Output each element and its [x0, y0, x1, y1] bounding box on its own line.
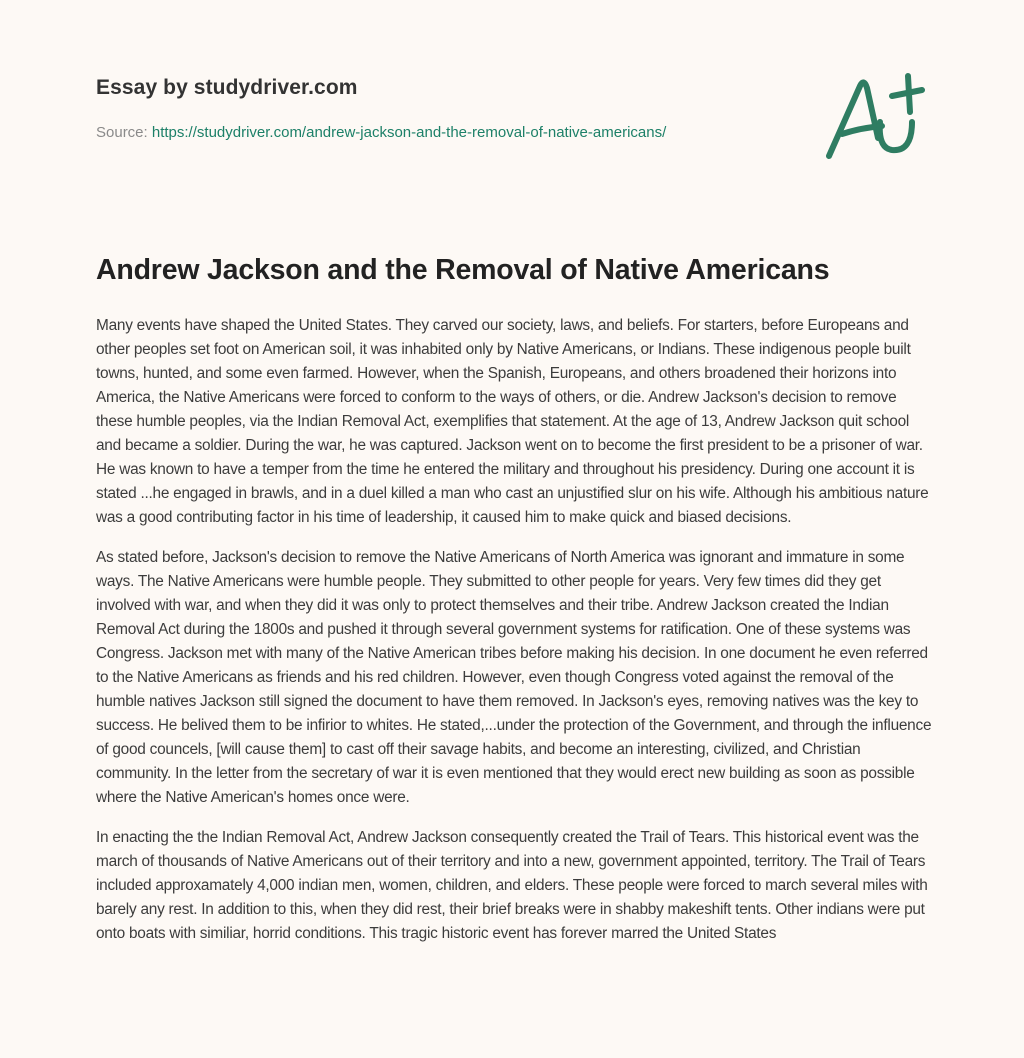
source-link[interactable]: https://studydriver.com/andrew-jackson-and-the-removal-of-native-americans/ [151, 124, 667, 141]
a-plus-grade-icon [820, 66, 930, 166]
essay-body [96, 314, 932, 962]
source-label: Source: [96, 124, 152, 141]
brand-title: Essay by studydriver.com [96, 76, 358, 99]
essay-paragraph: In enacting the the Indian Removal Act, Andrew Jackson consequently created the Trail of Tears. This historical event was the march of thousands of Native Americans out of their territory and into a new, government appointed, territory. The Trail of Tears included approxamately 4,000 indian men, women, children, and elders. These people were forced to march several miles with barely any rest. In addition to this, when they did rest, their brief breaks were in shabby makeshift tents. Other indians were put onto boats with similiar, horrid conditions. This tragic historic event has forever marred the United States [96, 829, 928, 942]
essay-paragraph: As stated before, Jackson's decision to remove the Native Americans of North America was ignorant and immature in some ways. The Native Americans were humble people. They submitted to other people for years. Very few times did they get involved with war, and when they did it was only to protect themselves and their tribe. Andrew Jackson created the Indian Removal Act during the 1800s and pushed it through several government systems for ratification. One of these systems was Congress. Jackson met with many of the Native American tribes before making his decision. In one document he even referred to the Native Americans as friends and his red children. However, even though Congress voted against the removal of the humble natives Jackson still signed the document to have them removed. In Jackson's eyes, removing natives was the key to success. He belived them to be infirior to whites. He stated,...under the protection of the Government, and through the influence of good councels, [will cause them] to cast off their savage habits, and become an interesting, civilized, and Christian community. In the letter from the secretary of war it is even mentioned that they would erect new building as soon as possible where the Native American's homes once were. [96, 549, 932, 806]
essay-paragraph: Many events have shaped the United States. They carved our society, laws, and beliefs. For starters, before Europeans and other peoples set foot on American soil, it was inhabited only by Native Americans, or Indians. These indigenous people built towns, hunted, and some even farmed. However, when the Spanish, Europeans, and others broadened their horizons into America, the Native Americans were forced to conform to the ways of others, or die. Andrew Jackson's decision to remove these humble peoples, via the Indian Removal Act, exemplifies that statement. At the age of 13, Andrew Jackson quit school and became a soldier. During the war, he was captured. Jackson went on to become the first president to be a prisoner of war. He was known to have a temper from the time he entered the military and throughout his presidency. During one account it is stated ...he engaged in brawls, and in a duel killed a man who cast an unjustified slur on his wife. Although his ambitious nature was a good contributing factor in his time of leadership, it caused him to make quick and biased decisions. [96, 317, 929, 526]
source-line [96, 124, 666, 141]
site-header [96, 76, 358, 100]
essay-title: Andrew Jackson and the Removal of Native Americans [96, 254, 830, 286]
